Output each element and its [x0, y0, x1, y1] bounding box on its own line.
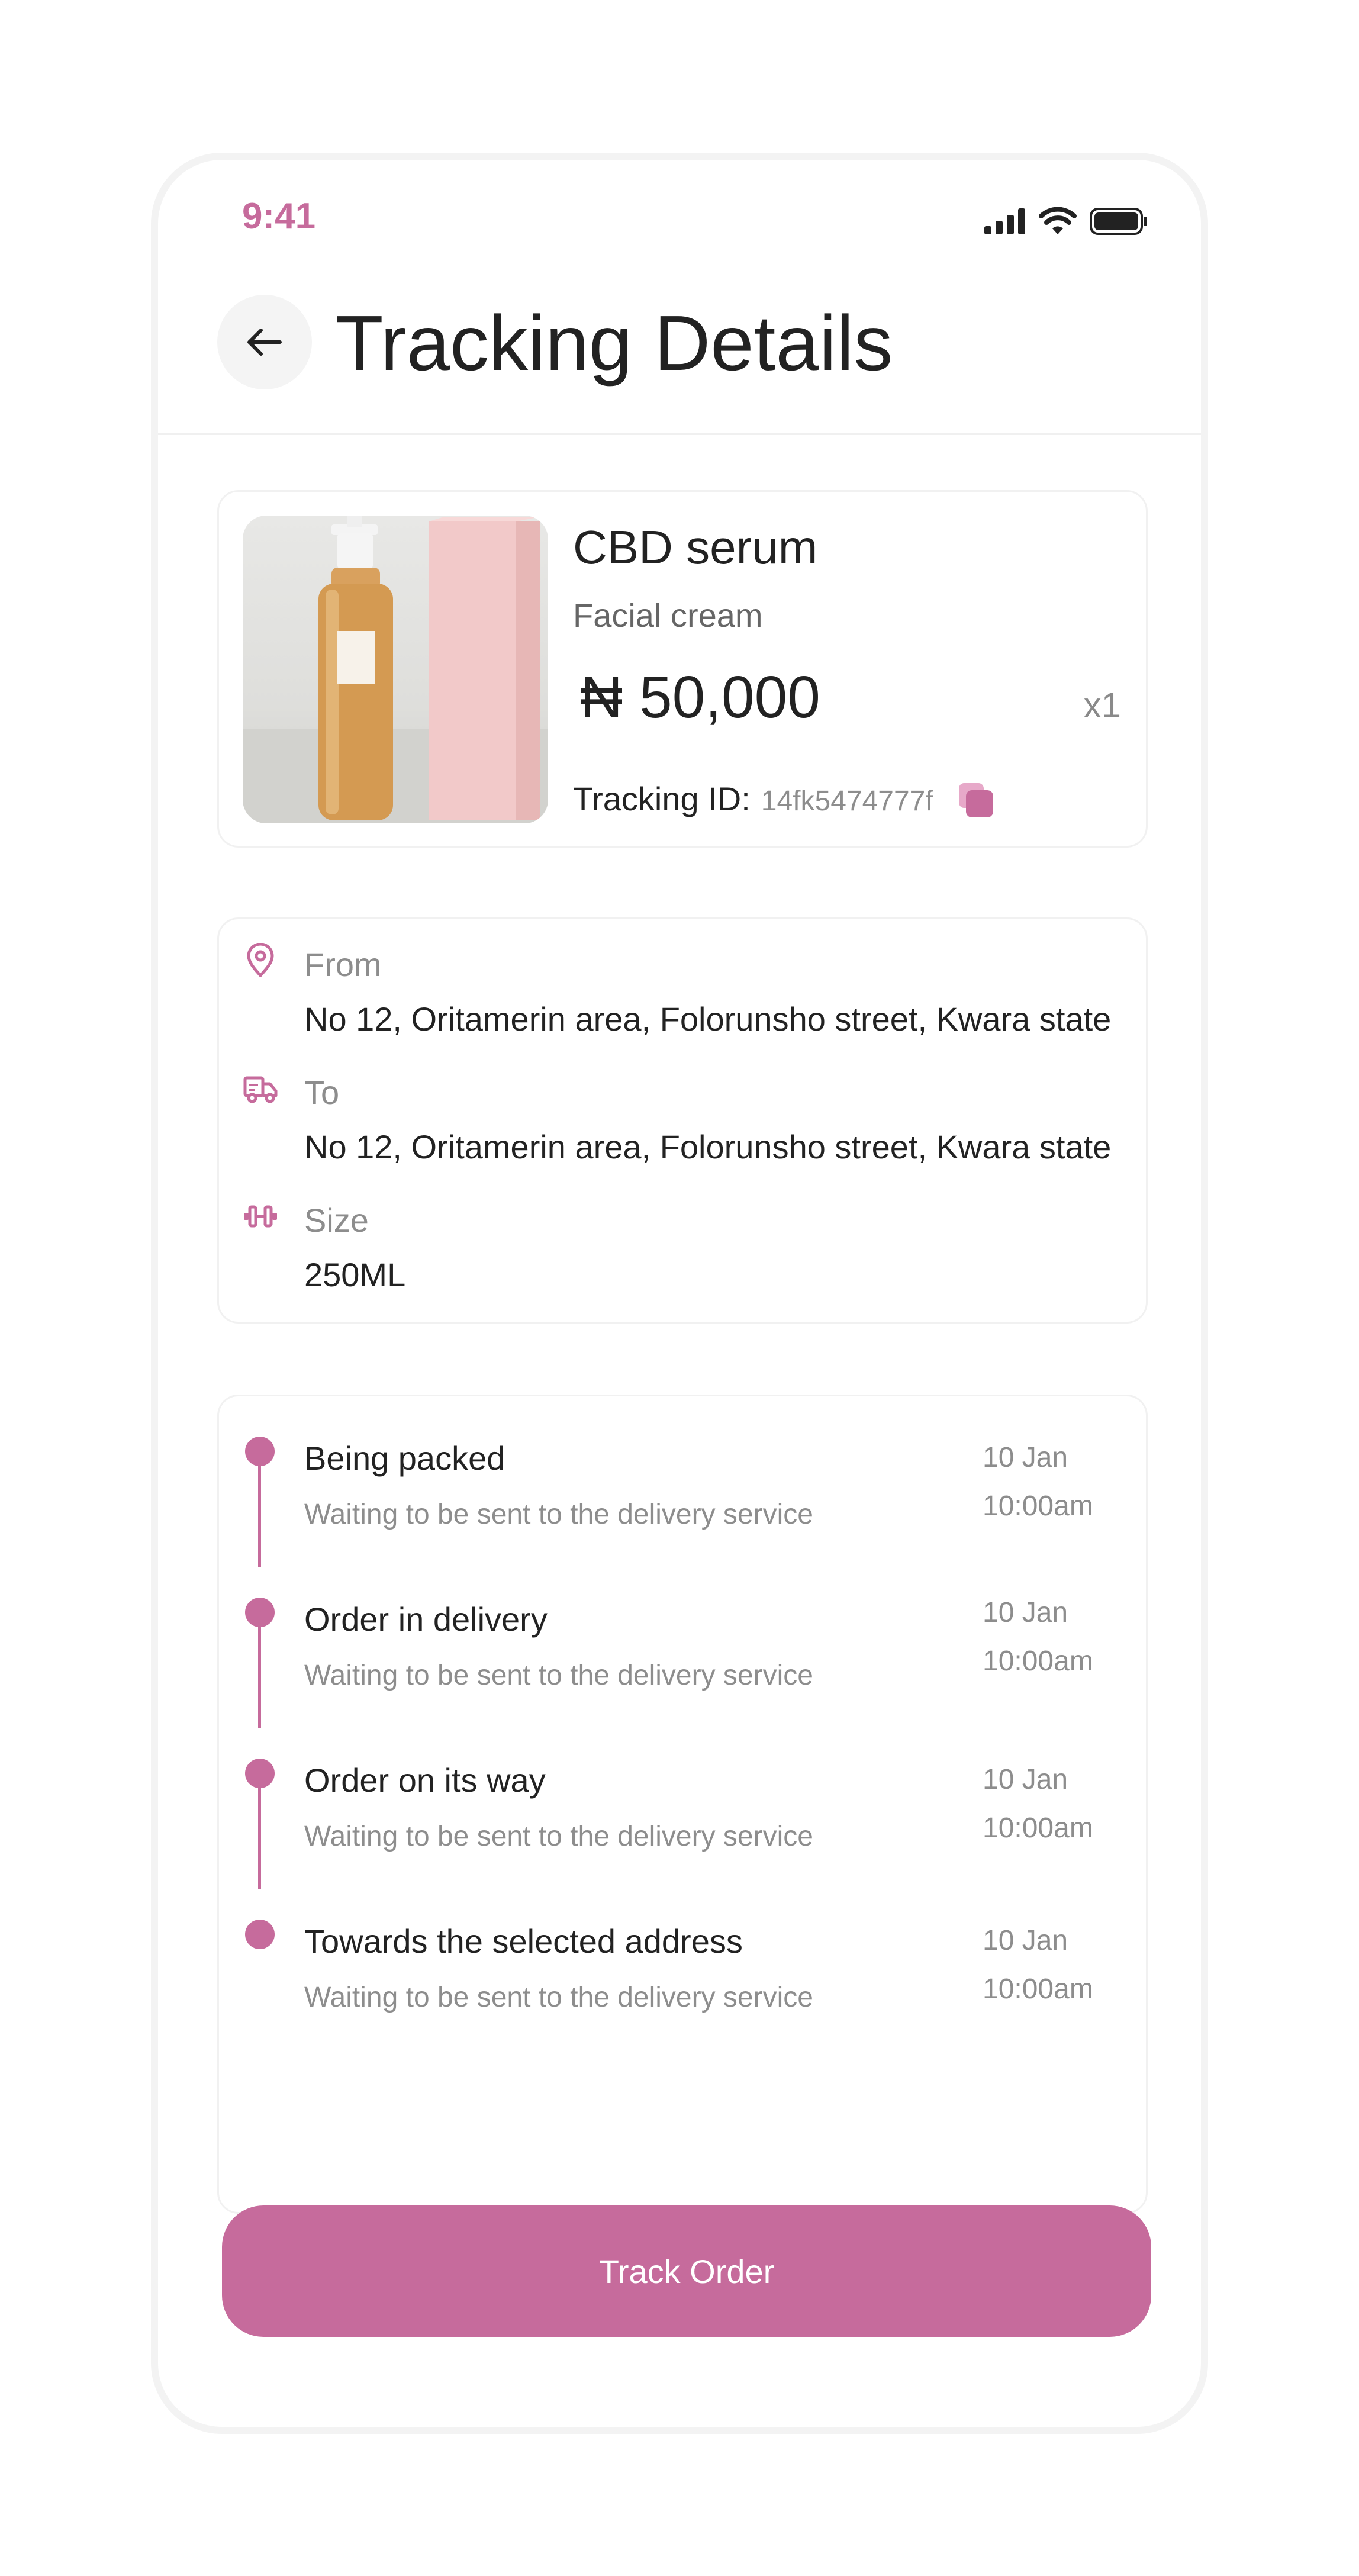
timeline-step-time: 10:00am — [983, 1490, 1093, 1522]
timeline-step-date: 10 Jan — [983, 1442, 1068, 1473]
location-pin-icon — [243, 943, 278, 978]
from-label: From — [304, 946, 382, 983]
signal-icon — [984, 208, 1026, 234]
timeline-connector — [258, 1788, 261, 1889]
product-card — [217, 490, 1148, 848]
timeline-step-title: Being packed — [304, 1440, 505, 1477]
phone-frame — [151, 153, 1208, 2434]
copy-icon[interactable] — [958, 782, 994, 819]
header-divider — [158, 433, 1201, 435]
timeline-step-date: 10 Jan — [983, 1597, 1068, 1628]
product-image — [243, 516, 548, 823]
tracking-id-row — [573, 780, 933, 818]
timeline-step-time: 10:00am — [983, 1812, 1093, 1844]
product-category: Facial cream — [573, 597, 763, 634]
timeline-step-desc: Waiting to be sent to the delivery service — [304, 1821, 813, 1852]
product-price: ₦ 50,000 — [580, 664, 820, 730]
battery-icon — [1090, 208, 1148, 235]
from-address: No 12, Oritamerin area, Folorunsho street, Kwara state — [304, 1000, 1112, 1038]
page-title: Tracking Details — [336, 300, 893, 387]
to-address: No 12, Oritamerin area, Folorunsho street, Kwara state — [304, 1128, 1112, 1165]
timeline-dot — [245, 1920, 275, 1949]
timeline-step-date: 10 Jan — [983, 1925, 1068, 1956]
timeline-step-desc: Waiting to be sent to the delivery service — [304, 1982, 813, 2013]
back-button[interactable] — [217, 295, 312, 389]
back-arrow-icon — [243, 321, 286, 363]
product-quantity: x1 — [1083, 685, 1121, 725]
timeline-step-date: 10 Jan — [983, 1764, 1068, 1795]
timeline-step-title: Towards the selected address — [304, 1923, 743, 1960]
to-label: To — [304, 1074, 340, 1111]
size-value: 250ML — [304, 1256, 406, 1293]
size-label: Size — [304, 1202, 369, 1239]
tracking-id-label: Tracking ID: — [573, 780, 751, 817]
status-time: 9:41 — [242, 196, 316, 237]
timeline-step-time: 10:00am — [983, 1973, 1093, 2005]
product-name: CBD serum — [573, 521, 818, 574]
timeline-connector — [258, 1466, 261, 1567]
timeline-step-title: Order in delivery — [304, 1601, 548, 1638]
timeline-connector — [258, 1627, 261, 1728]
shipment-details-card — [217, 917, 1148, 1324]
timeline-step-time: 10:00am — [983, 1646, 1093, 1677]
status-icons — [984, 207, 1148, 236]
timeline-step-title: Order on its way — [304, 1762, 546, 1799]
wifi-icon — [1039, 207, 1077, 236]
tracking-timeline — [217, 1395, 1148, 2214]
truck-icon — [243, 1071, 278, 1106]
timeline-dot — [245, 1598, 275, 1627]
dumbbell-icon — [243, 1199, 278, 1234]
timeline-step-desc: Waiting to be sent to the delivery service — [304, 1499, 813, 1530]
timeline-dot — [245, 1759, 275, 1788]
timeline-dot — [245, 1437, 275, 1466]
tracking-id-value: 14fk5474777f — [761, 785, 933, 817]
timeline-step-desc: Waiting to be sent to the delivery service — [304, 1660, 813, 1691]
track-order-button[interactable]: Track Order — [222, 2205, 1151, 2337]
product-illustration — [243, 516, 548, 823]
